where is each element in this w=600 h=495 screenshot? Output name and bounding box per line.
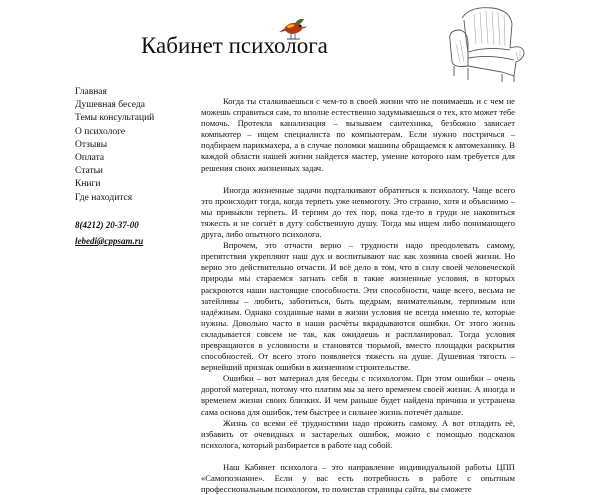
header — [0, 0, 600, 85]
sidebar-item-heart-to-heart[interactable]: Душевная беседа — [75, 100, 145, 111]
sidebar-item-books[interactable]: Книги — [75, 179, 101, 190]
site-title: Кабинет психолога — [141, 33, 328, 58]
main-content — [201, 96, 515, 495]
sidebar-item-home[interactable]: Главная — [75, 87, 107, 97]
sidebar-item-payment[interactable]: Оплата — [75, 153, 105, 164]
paragraph: Впрочем, это отчасти верно – трудности надо преодолевать самому, препятствия укрепляют наш дух и воспитывают нас как хозяина своей жизни. Но верно это действительно отчасти. И всё дело в том, что в силу своей человеческой природы мы стараемся загнать себя в такие жизненные условия, в которых раскроются наши настоящие способности. Эти способности, чаще всего, весьма не затейливы – любить, заботиться, быть щедрым, внимательным, терпимым или надёжным. Однако созданные нами в жизни условия не всегда именно те, которые нужны. Довольно часто в наши расчёты вкрадываются ошибки. От этого жизнь складывается совсем не так, как ожидаешь и распланировал. Тогда условия превращаются в условности и становятся тюрьмой, вместо площадки раскрытия способностей. От всего этого появляется тяжесть на душе. Душевная тягость – вернейший признак ошибки в жизненном строительстве. — [201, 240, 515, 373]
paragraph: Ошибки – вот материал для беседы с психологом. При этом ошибки – очень дорогой материал, потому что платим мы за него временем своей жизни. А иногда и временем жизни своих близких. И чем раньше будет найдена причина и устранена сама основа для ошибок, тем быстрее и сильнее жизнь потечёт дальше. — [201, 373, 515, 417]
sidebar-item-topics[interactable]: Темы консультаций — [75, 113, 155, 124]
sidebar-nav — [75, 86, 185, 249]
email-link[interactable]: lebedi@cppsam.ru — [75, 235, 144, 246]
sidebar-item-reviews[interactable]: Отзывы — [75, 139, 108, 150]
contact-block — [75, 219, 185, 249]
paragraph: Когда ты сталкиваешься с чем-то в своей жизни что не понимаешь и с чем не можешь справиться сам, то вполне естественно задумываешься о тех, кто может тебе помочь. Протекла канализация – вызываем сантехника, безбожно зависает компьютер – ищем специалиста по компьютерам. Если нужно постричься – подбираем парикмахера, а в случае поломки машины обращаемся к автомеханику. В каждой области нашей жизни найдется мастер, умение которого нам требуется для решения своих жизненных задач. — [201, 96, 515, 173]
paragraph: Наш Кабинет психолога – это направление индивидуальной работы ЦПП «Самопознание». Если у вас есть потребность в работе с опытным профессиональным психологом, то полистав страницы сайта, вы сможете — [201, 461, 515, 495]
sidebar-item-about[interactable]: О психологе — [75, 126, 126, 137]
armchair-illustration — [440, 0, 530, 84]
paragraph: Иногда жизненные задачи подталкивают обратиться к психологу. Чаще всего это происходит тогда, когда терпеть уже невмоготу. Это странно, хотя и объяснимо – мы привыкли терпеть. И терпим до тех пор, пока где-то в груди не накопиться тяжесть и не согнёт в дугу собственную душу. Тогда мы ищем либо понимающего друга, либо опытного психолога. — [201, 184, 515, 240]
sidebar-item-articles[interactable]: Статьи — [75, 166, 104, 177]
phone-number: 8(4212) 20-37-00 — [75, 219, 139, 230]
sidebar-item-location[interactable]: Где находится — [75, 192, 133, 203]
paragraph: Жизнь со всеми её трудностями надо прожить самому. А вот отладить её, избавить от очевидных и застарелых ошибок, можно с помощью подсказок психолога, который разбирается в работе над собой. — [201, 417, 515, 450]
